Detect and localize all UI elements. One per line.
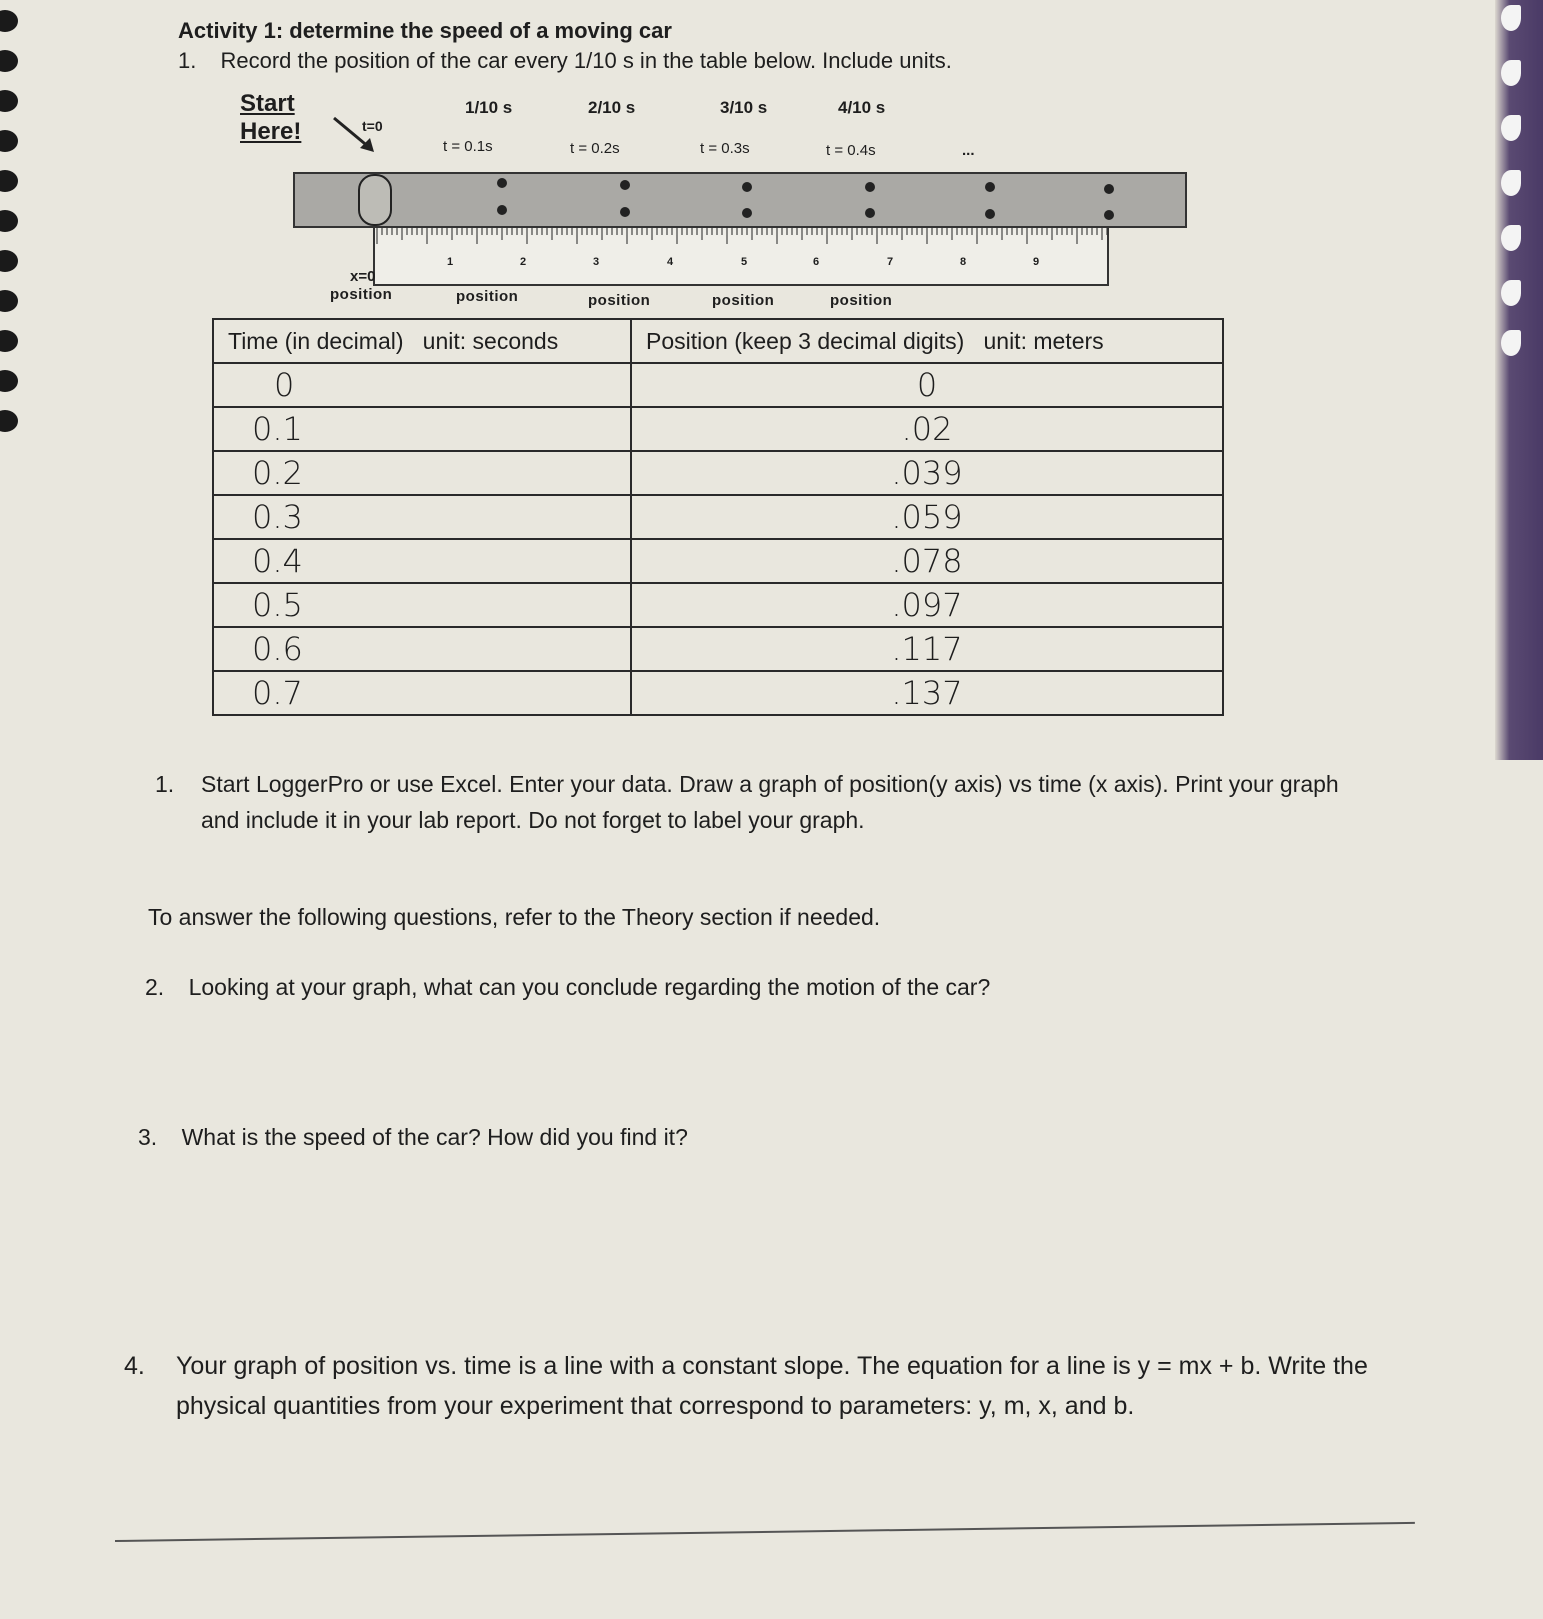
interval-label: 3/10 s	[720, 98, 768, 117]
time-label: t = 0.2s	[570, 140, 620, 157]
x-zero-label: x=0	[350, 268, 376, 285]
time-label: t = 0.4s	[826, 142, 876, 159]
ruler-number: 5	[741, 256, 748, 268]
dot-mark	[865, 208, 875, 218]
step-1-number: 1.	[178, 48, 197, 73]
time-cell: 0.4	[213, 539, 631, 583]
table-row	[213, 583, 1223, 627]
car-capsule	[358, 174, 392, 226]
ruler-number: 6	[813, 256, 820, 268]
position-cell: .097	[631, 583, 1223, 627]
dot-mark	[985, 209, 995, 219]
position-label: position	[456, 288, 519, 305]
position-cell: .02	[631, 407, 1223, 451]
position-cell: .039	[631, 451, 1223, 495]
question-2-text: Looking at your graph, what can you conclude regarding the motion of the car?	[188, 974, 991, 1000]
ruler-number: 3	[593, 256, 600, 268]
position-label: position	[330, 286, 393, 303]
dot-mark	[1104, 184, 1114, 194]
time-cell: 0.2	[213, 451, 631, 495]
interval-label: 4/10 s	[838, 98, 886, 117]
position-cell: .137	[631, 671, 1223, 715]
question-3-text: What is the speed of the car? How did you find it?	[181, 1124, 688, 1150]
t-zero-label: t=0	[362, 118, 383, 134]
binder-rings	[0, 0, 22, 1619]
ruler-number: 8	[960, 256, 967, 268]
table-row	[213, 363, 1223, 407]
question-4	[124, 1346, 1424, 1426]
time-cell: 0	[213, 363, 631, 407]
data-table	[212, 318, 1224, 716]
question-2	[145, 974, 1345, 1001]
time-cell: 0.6	[213, 627, 631, 671]
time-label: t = 0.3s	[700, 140, 750, 157]
ruler-ticks	[375, 228, 1107, 248]
question-3	[138, 1124, 1338, 1151]
page-footer-line	[115, 1522, 1415, 1542]
table-row	[213, 451, 1223, 495]
time-cell: 0.1	[213, 407, 631, 451]
step-1	[178, 48, 952, 74]
time-cell: 0.7	[213, 671, 631, 715]
table-row	[213, 627, 1223, 671]
question-4-text: Your graph of position vs. time is a line with a constant slope. The equation for a line is y = mx + b. Write the physical quantities from your experiment that correspond to parameters: y, m, x, and b.	[176, 1352, 1368, 1420]
position-cell: .059	[631, 495, 1223, 539]
ruler-number: 7	[887, 256, 894, 268]
question-1-text: Start LoggerPro or use Excel. Enter your data. Draw a graph of position(y axis) vs time (x axis). Print your graph and include it in your lab report. Do not forget to label your graph.	[201, 771, 1339, 833]
question-2-number: 2.	[145, 974, 165, 1000]
dot-mark	[620, 180, 630, 190]
time-label: t = 0.1s	[443, 138, 493, 155]
ruler-number: 9	[1033, 256, 1040, 268]
position-label: position	[830, 292, 893, 309]
table-row	[213, 407, 1223, 451]
question-1-number: 1.	[155, 771, 175, 797]
header-position: Position (keep 3 decimal digits) unit: meters	[631, 319, 1223, 363]
ruler-number: 1	[447, 256, 454, 268]
ruler-number: 2	[520, 256, 527, 268]
ruler-number: 4	[667, 256, 674, 268]
question-1	[155, 766, 1365, 838]
time-cell: 0.3	[213, 495, 631, 539]
table-row	[213, 539, 1223, 583]
dot-mark	[1104, 210, 1114, 220]
question-4-number: 4.	[124, 1352, 145, 1380]
header-time: Time (in decimal) unit: seconds	[213, 319, 631, 363]
interval-label: 1/10 s	[465, 98, 513, 117]
ticker-tape-strip	[293, 172, 1187, 228]
time-cell: 0.5	[213, 583, 631, 627]
dot-mark	[742, 208, 752, 218]
position-cell: .117	[631, 627, 1223, 671]
start-label: Start	[240, 90, 295, 117]
notebook-cover-edge	[1495, 0, 1543, 760]
ellipsis: ...	[962, 142, 975, 159]
dot-mark	[865, 182, 875, 192]
dot-mark	[620, 207, 630, 217]
start-here-label	[240, 90, 301, 146]
table-row	[213, 495, 1223, 539]
question-3-number: 3.	[138, 1124, 158, 1150]
dot-mark	[985, 182, 995, 192]
dot-mark	[742, 182, 752, 192]
step-1-text: Record the position of the car every 1/10 s in the table below. Include units.	[220, 48, 952, 73]
position-label: position	[712, 292, 775, 309]
position-cell: 0	[631, 363, 1223, 407]
activity-title: Activity 1: determine the speed of a moving car	[178, 18, 672, 43]
interval-label: 2/10 s	[588, 98, 636, 117]
table-row	[213, 671, 1223, 715]
position-label: position	[588, 292, 651, 309]
theory-note: To answer the following questions, refer to the Theory section if needed.	[148, 904, 881, 930]
position-cell: .078	[631, 539, 1223, 583]
dot-mark	[497, 178, 507, 188]
dot-mark	[497, 205, 507, 215]
ruler	[373, 226, 1109, 286]
here-label: Here!	[240, 118, 302, 145]
table-header-row	[213, 319, 1223, 363]
